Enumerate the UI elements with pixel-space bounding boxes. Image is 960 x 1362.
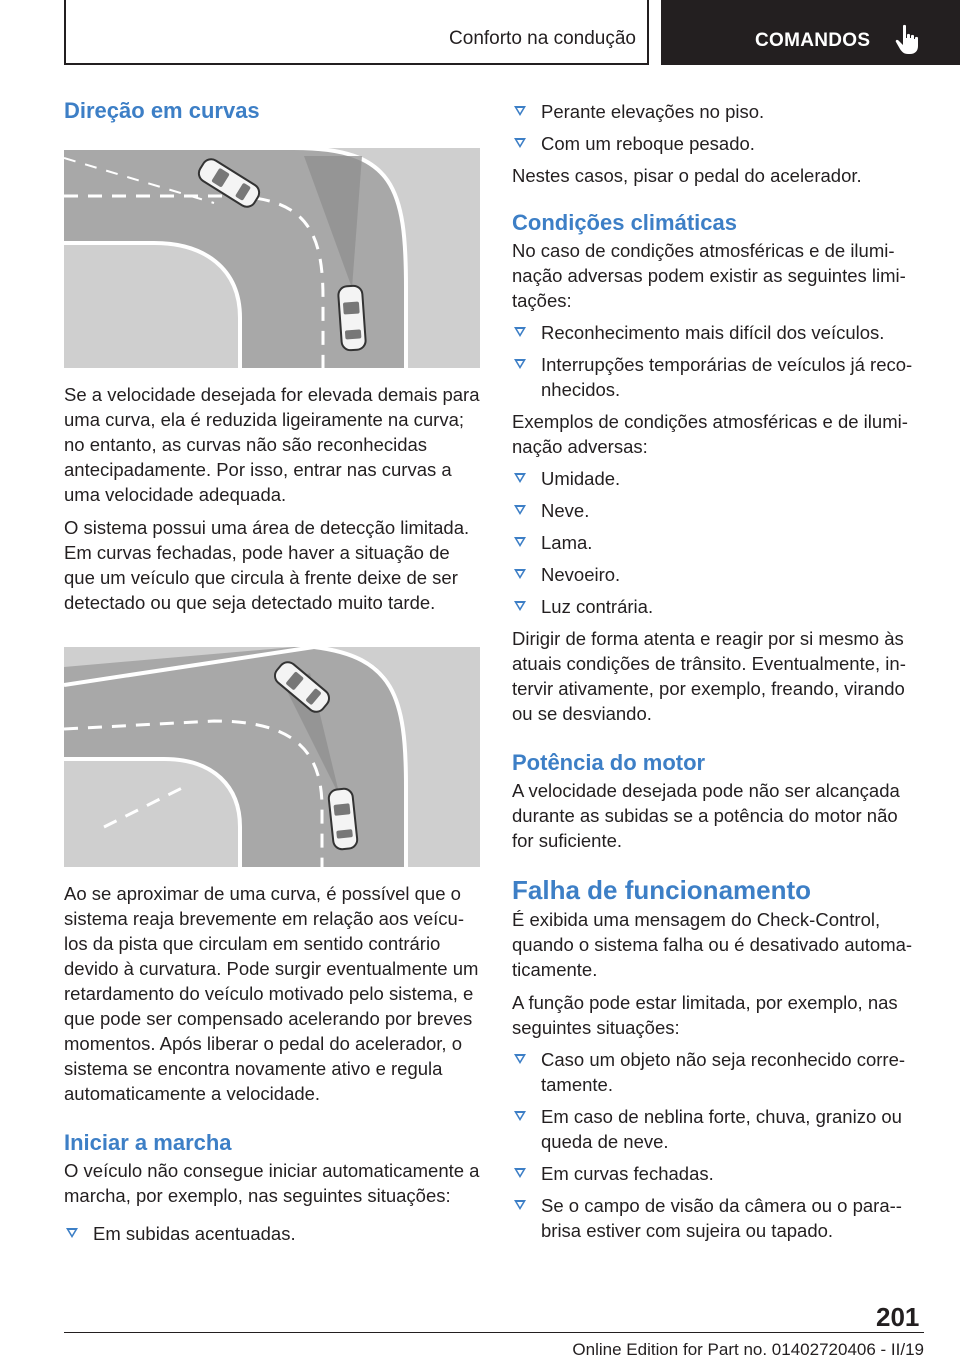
edition-note: Online Edition for Part no. 01402720406 - II/19	[572, 1340, 924, 1359]
list-start-conditions	[64, 1221, 480, 1246]
list-item: Reconhecimento mais difícil dos veículos.	[512, 320, 924, 345]
paragraph-weather-1: No caso de condições atmosféricas e de iluminação adversas podem existir as seguintes limitações:	[512, 240, 906, 311]
triangle-bullet-icon	[514, 359, 526, 369]
list-weather-limits	[512, 320, 924, 402]
triangle-bullet-icon	[514, 601, 526, 611]
list-weather-examples	[512, 466, 924, 619]
list-item: Se o campo de visão da câmera ou o para-brisa estiver com sujeira ou tapado.	[512, 1193, 924, 1243]
paragraph-engine-power: A velocidade desejada pode não ser alcançada durante as subidas se a potência do motor não for suficiente.	[512, 780, 900, 851]
list-item: Com um reboque pesado.	[512, 131, 924, 156]
list-item: Neve.	[512, 498, 924, 523]
triangle-bullet-icon	[514, 327, 526, 337]
paragraph-accelerator: Nestes casos, pisar o pedal do acelerador.	[512, 165, 862, 186]
heading-curves: Direção em curvas	[64, 98, 260, 123]
header-rule-right	[647, 0, 649, 64]
paragraph-curves-3: Ao se aproximar de uma curva, é possível que o sistema reaja brevemente em relação aos veículos da pista que circulam em sentido contrário devido à curvatura. Pode surgir eventualmente um retardamento do veículo motivado pelo sistema, e que pode ser compensado acelerando por breves momentos. Após liberar o pedal do acelerador, o sistema se encontra novamente ativo e regula automaticamente a velocidade.	[64, 883, 479, 1104]
illustration-curve-2	[64, 647, 480, 867]
triangle-bullet-icon	[514, 106, 526, 116]
list-item: Perante elevações no piso.	[512, 99, 924, 124]
list-item: Em caso de neblina forte, chuva, granizo ou queda de neve.	[512, 1104, 924, 1154]
list-start-conditions-cont	[512, 99, 924, 156]
page-number: 201	[876, 1302, 920, 1332]
list-item: Em curvas fechadas.	[512, 1161, 924, 1186]
paragraph-start-moving: O veículo não consegue iniciar automaticamente a marcha, por exemplo, nas seguintes situações:	[64, 1160, 480, 1206]
paragraph-curves-2: O sistema possui uma área de detecção limitada. Em curvas fechadas, pode haver a situação de que um veículo que circula à frente deixe de ser detectado ou que seja detectado muito tarde.	[64, 517, 470, 613]
heading-malfunction: Falha de funcionamento	[512, 875, 812, 905]
section-title: Conforto na condução	[449, 28, 636, 49]
triangle-bullet-icon	[514, 138, 526, 148]
figure-oncoming-traffic	[64, 647, 480, 867]
chapter-tab	[661, 0, 960, 65]
figure-curve-detection	[64, 148, 480, 368]
paragraph-malfunction-1: É exibida uma mensagem do Check-Control, quando o sistema falha ou é desativado automaticamente.	[512, 909, 913, 980]
chapter-label: COMANDOS	[755, 30, 871, 51]
list-item: Em subidas acentuadas.	[64, 1221, 480, 1246]
left-column	[64, 96, 480, 1253]
paragraph-weather-3: Dirigir de forma atenta e reagir por si mesmo às atuais condições de trânsito. Eventualmente, intervir ativamente, por exemplo, freando, virando ou se desviando.	[512, 628, 906, 724]
paragraph-malfunction-2: A função pode estar limitada, por exemplo, nas seguintes situações:	[512, 992, 898, 1038]
triangle-bullet-icon	[514, 1168, 526, 1178]
footer-rule	[64, 1332, 924, 1333]
hand-pointer-icon	[894, 24, 924, 56]
list-malfunction	[512, 1047, 924, 1243]
heading-start-moving: Iniciar a marcha	[64, 1130, 232, 1155]
triangle-bullet-icon	[514, 569, 526, 579]
heading-weather: Condições climáticas	[512, 210, 737, 235]
page-header	[0, 0, 960, 68]
triangle-bullet-icon	[514, 505, 526, 515]
list-item: Interrupções temporárias de veículos já reconhecidos.	[512, 352, 924, 402]
heading-engine-power: Potência do motor	[512, 750, 706, 775]
triangle-bullet-icon	[514, 473, 526, 483]
triangle-bullet-icon	[514, 537, 526, 547]
illustration-curve-1	[64, 148, 480, 368]
triangle-bullet-icon	[66, 1228, 78, 1238]
list-item: Luz contrária.	[512, 594, 924, 619]
list-item: Lama.	[512, 530, 924, 555]
triangle-bullet-icon	[514, 1054, 526, 1064]
list-item: Umidade.	[512, 466, 924, 491]
list-item: Caso um objeto não seja reconhecido corretamente.	[512, 1047, 924, 1097]
paragraph-curves-1: Se a velocidade desejada for elevada demais para uma curva, ela é reduzida ligeiramente na curva; no entanto, as curvas não são reconhecidas antecipadamente. Por isso, entrar nas curvas a uma velocidade adequada.	[64, 384, 480, 505]
paragraph-weather-2: Exemplos de condições atmosféricas e de iluminação adversas:	[512, 411, 908, 457]
right-column	[512, 96, 924, 1250]
triangle-bullet-icon	[514, 1111, 526, 1121]
triangle-bullet-icon	[514, 1200, 526, 1210]
list-item: Nevoeiro.	[512, 562, 924, 587]
header-rule-bottom	[64, 63, 649, 65]
